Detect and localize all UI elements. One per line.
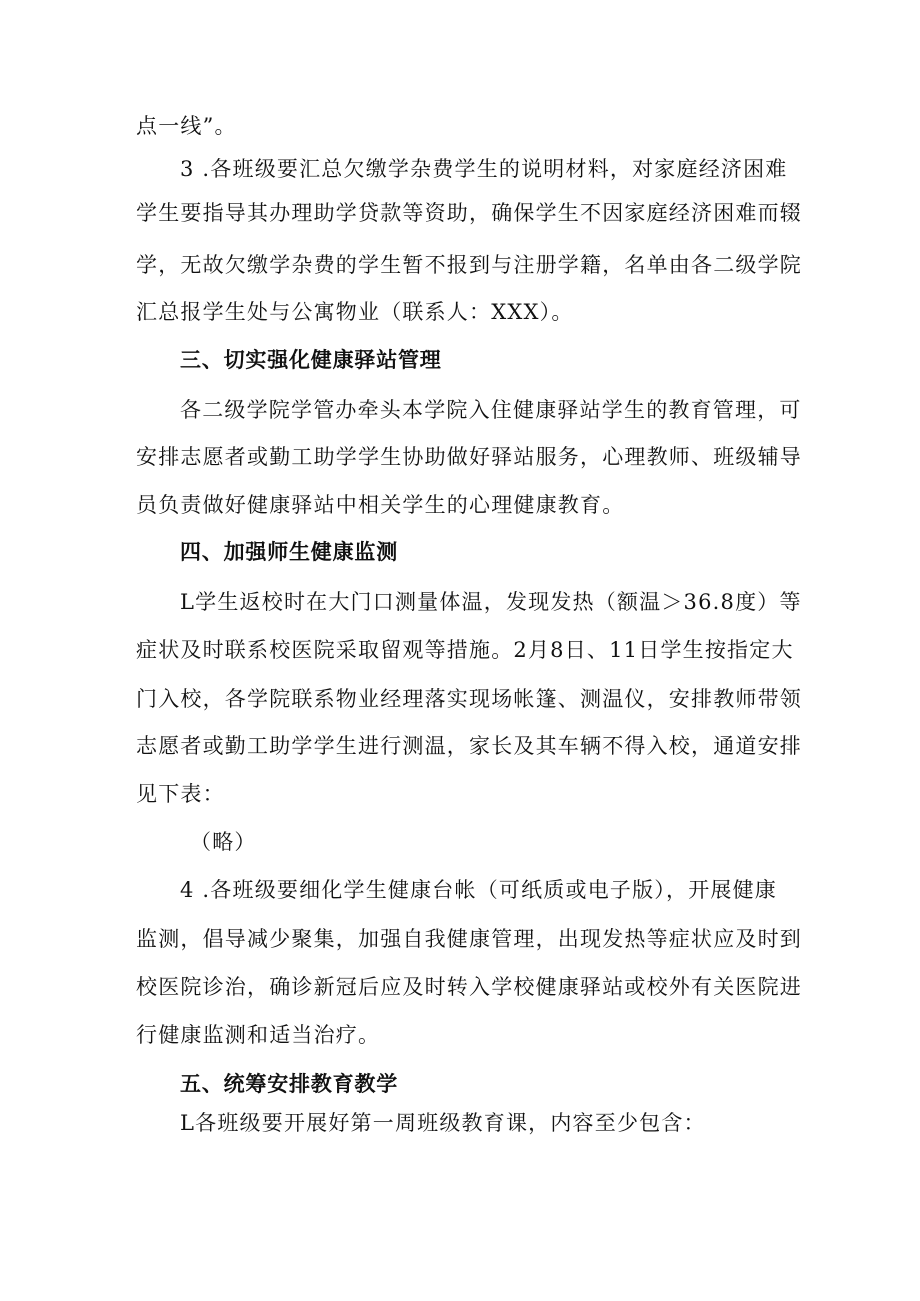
paragraph-line: 门入校，各学院联系物业经理落实现场帐篷、测温仪，安排教师带领 bbox=[136, 687, 802, 711]
paragraph-line: L学生返校时在大门口测量体温，发现发热（额温＞36.8度）等 bbox=[180, 590, 802, 614]
paragraph-line: 监测，倡导减少聚集，加强自我健康管理，出现发热等症状应及时到 bbox=[136, 927, 802, 951]
paragraph-line: L各班级要开展好第一周班级教育课，内容至少包含： bbox=[180, 1111, 706, 1135]
paragraph-line: 志愿者或勤工助学学生进行测温，家长及其车辆不得入校，通道安排 bbox=[136, 734, 802, 758]
paragraph-line: 症状及时联系校医院采取留观等措施。2月8日、11日学生按指定大 bbox=[136, 638, 794, 662]
paragraph-line: 3 .各班级要汇总欠缴学杂费学生的说明材料，对家庭经济困难 bbox=[180, 157, 788, 181]
section-heading: 三、切实强化健康驿站管理 bbox=[180, 348, 442, 372]
paragraph-line: 见下表： bbox=[136, 782, 225, 806]
paragraph-line: 员负责做好健康驿站中相关学生的心理健康教育。 bbox=[136, 493, 625, 517]
section-heading: 五、统筹安排教育教学 bbox=[180, 1072, 398, 1096]
paragraph-line: 汇总报学生处与公寓物业（联系人：XXX）。 bbox=[136, 300, 574, 324]
paragraph-line: 各二级学院学管办牵头本学院入住健康驿站学生的教育管理，可 bbox=[180, 398, 802, 422]
section-heading: 四、加强师生健康监测 bbox=[180, 540, 398, 564]
paragraph-line: 安排志愿者或勤工助学学生协助做好驿站服务，心理教师、班级辅导 bbox=[136, 445, 802, 469]
paragraph-line: 4 .各班级要细化学生健康台帐（可纸质或电子版），开展健康 bbox=[180, 878, 778, 902]
paragraph-line: 学，无故欠缴学杂费的学生暂不报到与注册学籍，名单由各二级学院 bbox=[136, 253, 802, 277]
paragraph-line: 校医院诊治，确诊新冠后应及时转入学校健康驿站或校外有关医院进 bbox=[136, 975, 802, 999]
paragraph-line: 学生要指导其办理助学贷款等资助，确保学生不因家庭经济困难而辍 bbox=[136, 201, 802, 225]
paragraph-line: 行健康监测和适当治疗。 bbox=[136, 1023, 381, 1047]
omitted-table-note: （略） bbox=[190, 830, 257, 854]
paragraph-line: 点一线”。 bbox=[136, 114, 237, 138]
